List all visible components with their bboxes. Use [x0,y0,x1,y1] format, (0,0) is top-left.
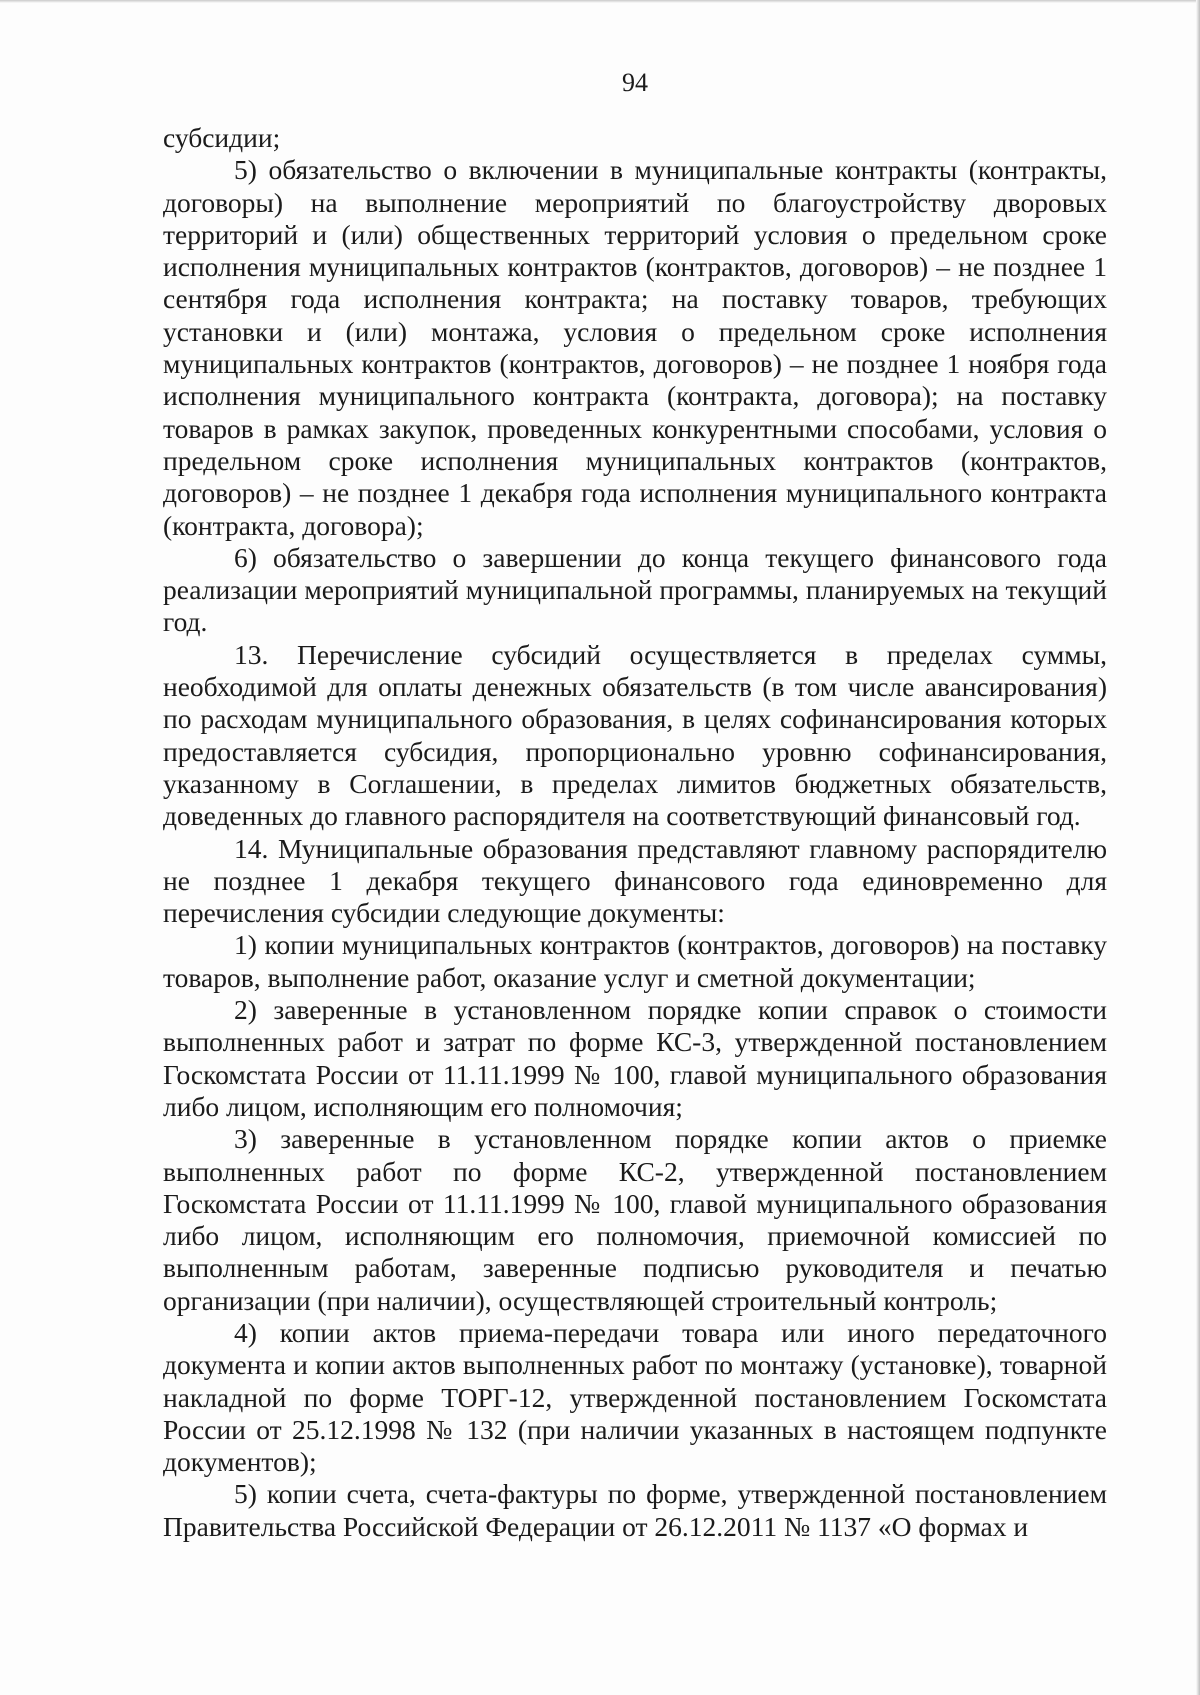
scan-edge-right [1196,0,1200,1695]
paragraph-doc-item-1: 1) копии муниципальных контрактов (контрактов, договоров) на поставку товаров, выполнение работ, оказание услуг и сметной документации; [163,929,1107,993]
paragraph-doc-item-3: 3) заверенные в установленном порядке копии актов о приемке выполненных работ по форме КС-2, утвержденной постановлением Госкомстата России от 11.11.1999 № 100, главой муниципального образования либо лицом, исполняющим его полномочия, приемочной комиссией по выполненным работам, заверенные подписью руководителя и печатью организации (при наличии), осуществляющей строительный контроль; [163,1123,1107,1316]
paragraph-clause-13: 13. Перечисление субсидий осуществляется в пределах суммы, необходимой для оплаты денежных обязательств (в том числе авансирования) по расходам муниципального образования, в целях софинансирования которых предоставляется субсидия, пропорционально уровню софинансирования, указанному в Соглашении, в пределах лимитов бюджетных обязательств, доведенных до главного распорядителя на соответствующий финансовый год. [163,638,1107,832]
paragraph-doc-item-5: 5) копии счета, счета-фактуры по форме, утвержденной постановлением Правительства Российской Федерации от 26.12.2011 № 1137 «О формах и [163,1478,1107,1542]
paragraph-item-5-contract-terms: 5) обязательство о включении в муниципальные контракты (контракты, договоры) на выполнение мероприятий по благоустройству дворовых территорий и (или) общественных территорий условия о предельном сроке исполнения муниципальных контрактов (контрактов, договоров) – не позднее 1 сентября года исполнения контракта; на поставку товаров, требующих установки и (или) монтажа, условия о предельном сроке исполнения муниципальных контрактов (контрактов, договоров) – не позднее 1 ноября года исполнения муниципального контракта (контракта, договора); на поставку товаров в рамках закупок, проведенных конкурентными способами, условия о предельном сроке исполнения муниципальных контрактов (контрактов, договоров) – не позднее 1 декабря года исполнения муниципального контракта (контракта, договора); [163,154,1107,541]
paragraph-continuation: субсидии; [163,122,281,153]
paragraph-clause-14: 14. Муниципальные образования представляют главному распорядителю не позднее 1 декабря текущего финансового года единовременно для перечисления субсидии следующие документы: [163,832,1107,929]
document-body [163,122,1107,1543]
paragraph-doc-item-4: 4) копии актов приема-передачи товара или иного передаточного документа и копии актов выполненных работ по монтажу (установке), товарной накладной по форме ТОРГ-12, утвержденной постановлением Госкомстата России от 25.12.1998 № 132 (при наличии указанных в настоящем подпункте документов); [163,1316,1107,1478]
scan-edge-top [0,0,1200,3]
paragraph-item-6-completion: 6) обязательство о завершении до конца текущего финансового года реализации мероприятий муниципальной программы, планируемых на текущий год. [163,541,1107,638]
page-number: 94 [622,68,648,97]
paragraph-doc-item-2: 2) заверенные в установленном порядке копии справок о стоимости выполненных работ и затрат по форме КС-3, утвержденной постановлением Госкомстата России от 11.11.1999 № 100, главой муниципального образования либо лицом, исполняющим его полномочия; [163,994,1107,1122]
